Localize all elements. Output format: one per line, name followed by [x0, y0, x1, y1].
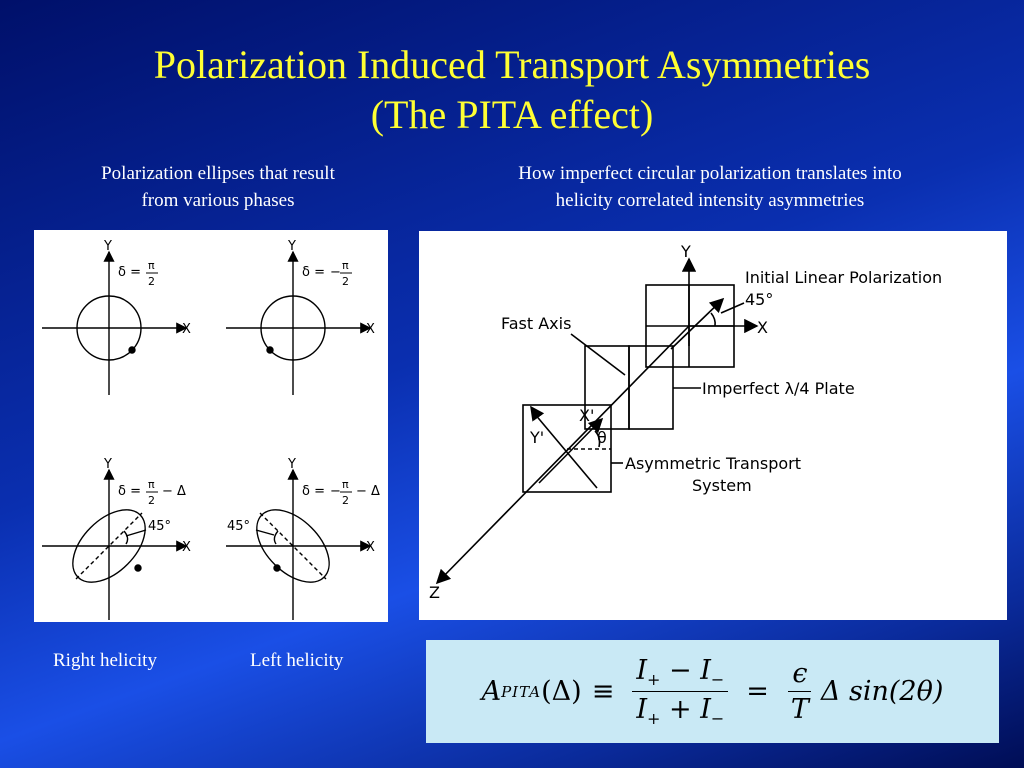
- i-symbol: I: [700, 655, 711, 686]
- epsilon-symbol: ϵ: [788, 658, 811, 692]
- left-caption-line-1: Polarization ellipses that result: [101, 163, 335, 184]
- pi-label: π: [342, 478, 349, 491]
- right-caption: [450, 160, 970, 214]
- fraction-numerator: [632, 655, 728, 692]
- axis-y-label: Y: [104, 239, 112, 254]
- transport-svg: [419, 231, 1007, 620]
- y-prime-label: Y': [530, 428, 545, 447]
- two-label: 2: [148, 494, 155, 507]
- imperfect-plate-label: Imperfect λ/4 Plate: [702, 379, 855, 398]
- formula-equiv: ≡: [591, 676, 615, 707]
- minus-label: −: [330, 484, 341, 499]
- x-prime-label: X': [579, 406, 595, 425]
- denominator-operator: +: [669, 694, 692, 725]
- left-helicity-label: Left helicity: [250, 650, 344, 671]
- axis-y-label: Y: [288, 239, 296, 254]
- fast-axis-label: Fast Axis: [501, 314, 572, 333]
- slide-title: [0, 40, 1024, 140]
- angle-45-label: 45°: [745, 290, 774, 309]
- right-caption-line-2: helicity correlated intensity asymmetries: [555, 190, 865, 211]
- system-label: System: [692, 476, 752, 495]
- plus-subscript: +: [647, 670, 661, 689]
- fraction-denominator: [632, 692, 728, 728]
- minus-delta-label: − Δ: [356, 484, 380, 499]
- axis-x-label: X: [182, 540, 191, 555]
- minus-label: −: [330, 265, 341, 280]
- initial-polarization-label: Initial Linear Polarization: [745, 268, 943, 287]
- title-line-2: (The PITA effect): [370, 92, 654, 137]
- i-symbol: I: [700, 694, 711, 725]
- delta-label: δ =: [118, 484, 141, 499]
- ellipse-panel-top-left: [42, 252, 186, 395]
- two-label: 2: [342, 275, 349, 288]
- formula-arg: (Δ): [541, 676, 582, 707]
- formula-pita-subscript: PITA: [501, 682, 542, 701]
- title-line-1: Polarization Induced Transport Asymmetries: [153, 42, 871, 87]
- numerator-operator: −: [669, 655, 692, 686]
- pi-label: π: [342, 259, 349, 272]
- pita-formula-box: [426, 640, 999, 743]
- formula-tail: Δ sin(2θ): [820, 676, 944, 707]
- asymmetric-transport-label: Asymmetric Transport: [625, 454, 802, 473]
- y-axis-label: Y: [681, 242, 691, 261]
- i-symbol: I: [636, 694, 647, 725]
- ellipses-svg: [34, 230, 388, 622]
- x-axis-label: X: [757, 318, 768, 337]
- axis-x-label: X: [182, 322, 191, 337]
- two-label: 2: [148, 275, 155, 288]
- two-label: 2: [342, 494, 349, 507]
- formula-equals: =: [746, 676, 769, 707]
- formula-asymmetry-fraction: [632, 655, 728, 728]
- formula-epsilon-fraction: [787, 658, 813, 725]
- left-caption-line-2: from various phases: [141, 190, 295, 211]
- i-symbol: I: [636, 655, 647, 686]
- right-caption-line-1: How imperfect circular polarization translates into: [518, 163, 902, 184]
- delta-label: δ =: [302, 484, 325, 499]
- pi-label: π: [148, 478, 155, 491]
- minus-subscript: −: [710, 670, 725, 689]
- axis-x-label: X: [366, 322, 375, 337]
- delta-label: δ =: [302, 265, 325, 280]
- pi-label: π: [148, 259, 155, 272]
- axis-y-label: Y: [288, 457, 296, 472]
- pita-formula: [426, 640, 999, 743]
- left-caption: [48, 160, 388, 214]
- minus-subscript: −: [710, 709, 725, 728]
- formula-a: A: [481, 676, 502, 707]
- minus-delta-label: − Δ: [162, 484, 186, 499]
- delta-label: δ =: [118, 265, 141, 280]
- plus-subscript: +: [647, 709, 661, 728]
- transport-asymmetry-figure: [419, 231, 1007, 620]
- angle-45-label: 45°: [148, 519, 172, 534]
- z-axis-label: Z: [429, 583, 440, 602]
- theta-label: θ: [597, 428, 607, 447]
- waveplate-back: [629, 346, 673, 429]
- axis-y-label: Y: [104, 457, 112, 472]
- angle-45-label: 45°: [227, 519, 251, 534]
- t-symbol: T: [790, 694, 809, 725]
- axis-x-label: X: [366, 540, 375, 555]
- right-helicity-label: Right helicity: [53, 650, 157, 671]
- polarization-ellipses-figure: [34, 230, 388, 622]
